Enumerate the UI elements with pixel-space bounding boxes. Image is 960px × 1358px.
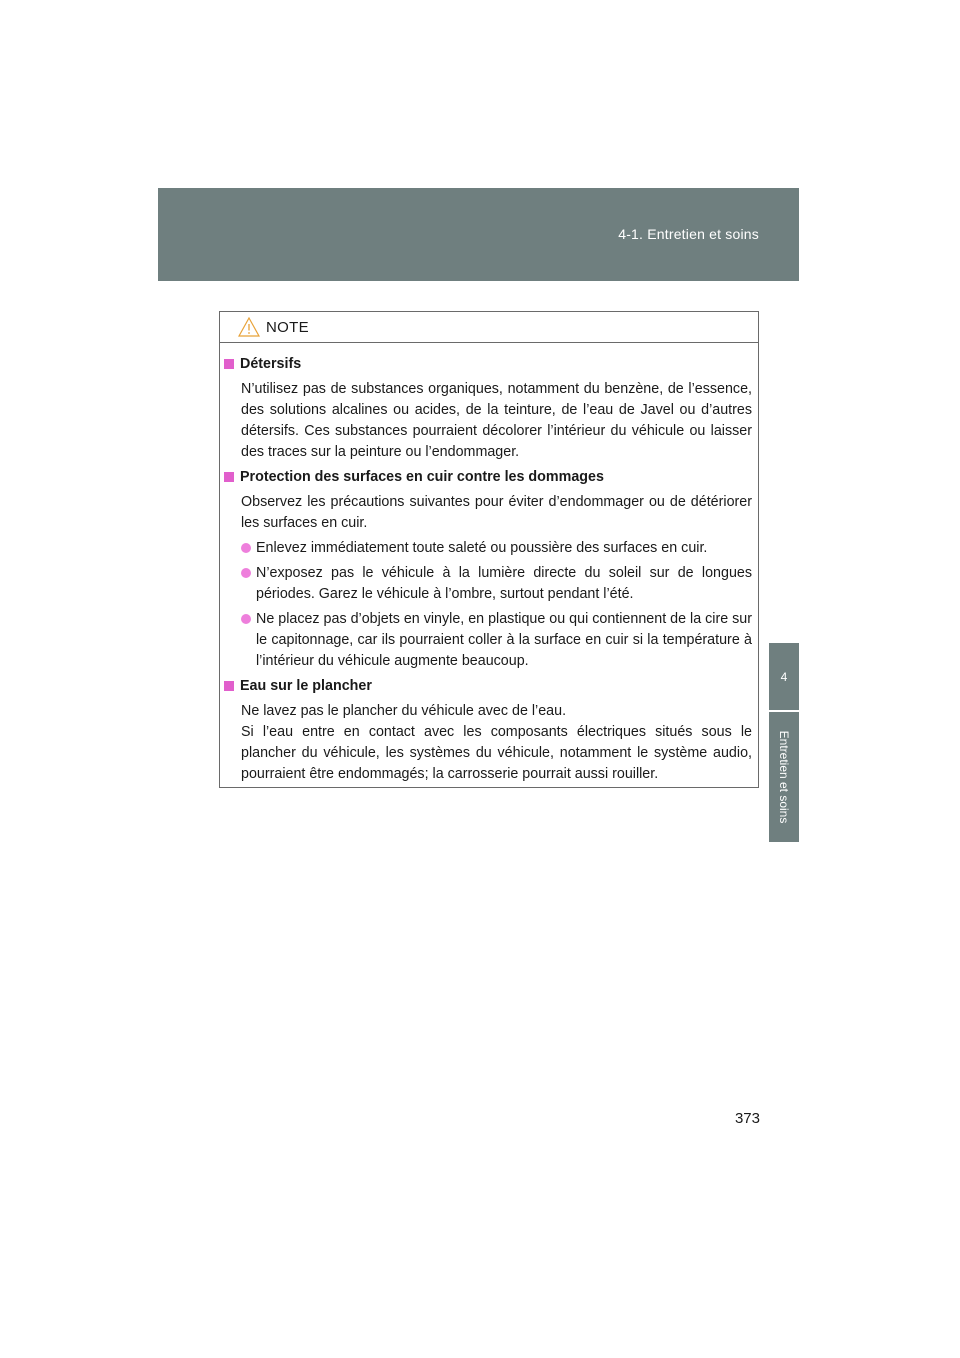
section-heading-text: Eau sur le plancher	[240, 678, 372, 694]
list-item-text: Enlevez immédiatement toute saleté ou poussière des surfaces en cuir.	[256, 540, 708, 556]
list-item-text: N’exposez pas le véhicule à la lumière directe du soleil sur de longues périodes. Garez le véhicule à l’ombre, surtout pendant l’été.	[256, 565, 752, 602]
section-heading	[224, 467, 752, 488]
section-detersifs	[224, 354, 752, 463]
circle-bullet-icon	[241, 543, 251, 553]
side-tab-label-text: Entretien et soins	[777, 730, 791, 824]
list-item	[224, 609, 752, 672]
paragraph: Observez les précautions suivantes pour éviter d’endommager ou de détériorer les surfaces en cuir.	[241, 494, 752, 531]
square-bullet-icon	[224, 472, 234, 482]
note-box	[219, 311, 759, 788]
square-bullet-icon	[224, 359, 234, 369]
section-cuir	[224, 467, 752, 672]
list-item	[224, 563, 752, 605]
paragraph: Ne lavez pas le plancher du véhicule avec de l’eau.	[241, 703, 567, 719]
paragraph: N’utilisez pas de substances organiques, notamment du benzène, de l’essence, des solutions alcalines ou acides, de la teinture, de l’eau de Javel ou d’autres détersifs. Ces substances pourraient décolorer l’intérieur du véhicule ou laisser des traces sur la peinture ou l’endommager.	[241, 381, 752, 460]
note-header	[220, 312, 758, 343]
warning-triangle-icon	[238, 317, 260, 337]
section-heading	[224, 354, 752, 375]
circle-bullet-icon	[241, 614, 251, 624]
list-item-text: Ne placez pas d’objets en vinyle, en plastique ou qui contiennent de la cire sur le capitonnage, car ils pourraient coller à la surface en cuir si la température à l’intérieur du véhicule augmente beaucoup.	[256, 611, 752, 669]
note-body	[220, 343, 758, 785]
section-heading-text: Détersifs	[240, 356, 302, 372]
section-heading-text: Protection des surfaces en cuir contre les dommages	[240, 469, 604, 485]
list-item	[224, 538, 752, 559]
page-number: 373	[734, 1110, 760, 1127]
side-tab-label	[769, 712, 799, 842]
paragraph: Si l’eau entre en contact avec les composants électriques situés sous le plancher du véhicule, les systèmes du véhicule, notamment le système audio, pourraient être endommagés; la carrosserie pourrait aussi rouiller.	[241, 724, 752, 782]
section-eau	[224, 676, 752, 785]
note-title: NOTE	[266, 318, 309, 336]
section-heading	[224, 676, 752, 697]
circle-bullet-icon	[241, 568, 251, 578]
header-band	[158, 188, 799, 281]
section-header: 4-1. Entretien et soins	[618, 226, 759, 242]
side-tab-number: 4	[769, 643, 799, 710]
square-bullet-icon	[224, 681, 234, 691]
